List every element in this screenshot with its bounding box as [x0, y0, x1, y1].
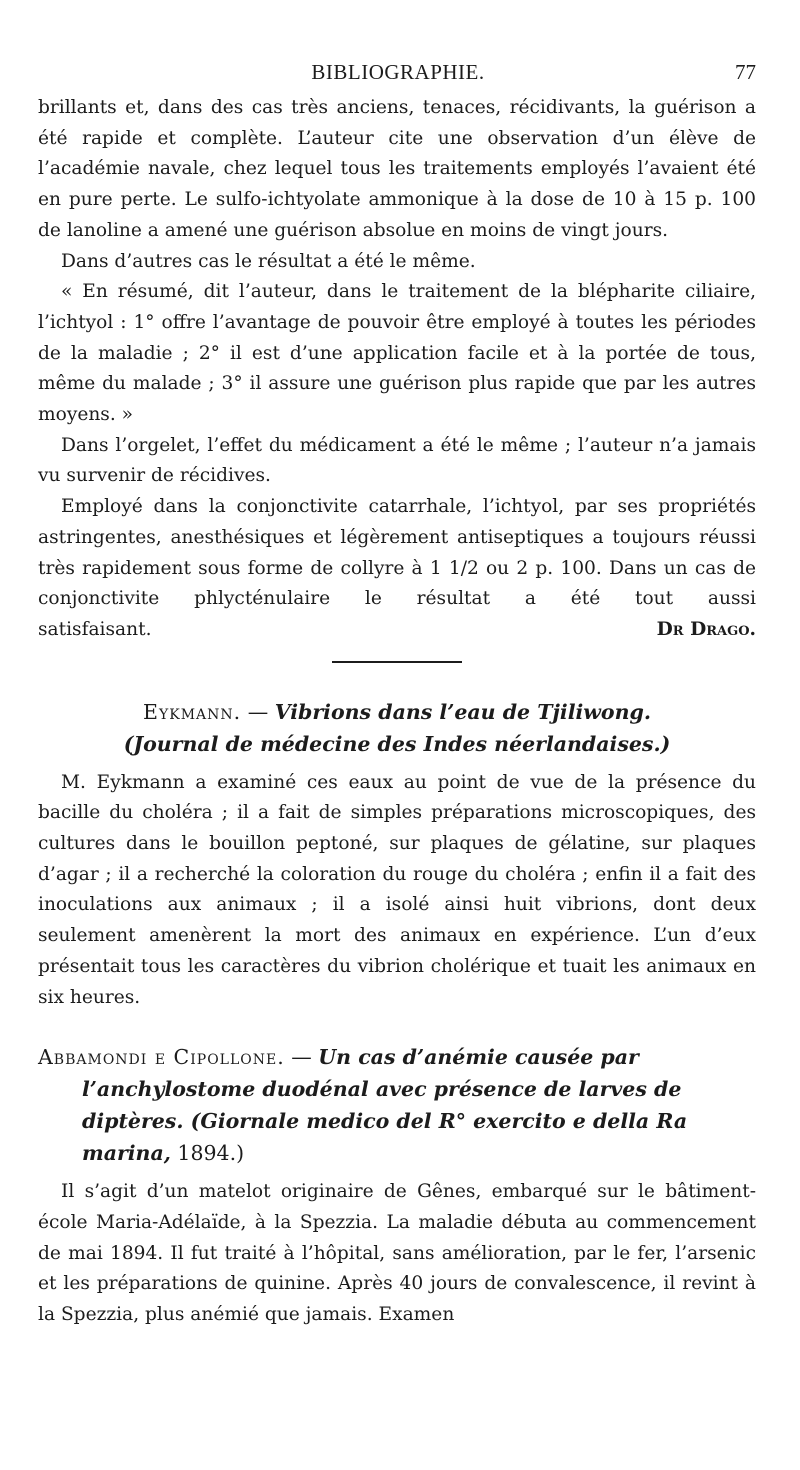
- page-number: 77: [735, 60, 756, 84]
- review-heading: [38, 696, 756, 728]
- journal-name: (Giornale medico del R° exercito e della Ra marina,: [82, 1109, 688, 1166]
- signature-line: [38, 615, 756, 646]
- heading-dash: —: [284, 1045, 319, 1070]
- journal-year: 1894.): [170, 1141, 245, 1166]
- review-title: Un cas d’anémie causée par l’anchylostome duodénal avec présence de larves de diptères.: [82, 1045, 682, 1134]
- review-body: Il s’agit d’un matelot originaire de Gênes, embarqué sur le bâtiment-école Maria-Adélaïde, à la Spezzia. La maladie débuta au commencement de mai 1894. Il fut traité à l’hôpital, sans amélioration, par le fer, l’arsenic et les préparations de quinine. Après 40 jours de convalescence, il revint à la Spezzia, plus anémié que jamais. Examen: [38, 1181, 756, 1326]
- signature: Dr Drago.: [656, 618, 756, 640]
- paragraph-end: satisfaisant.: [38, 618, 152, 640]
- journal-reference: [38, 728, 756, 760]
- review-title: Vibrions dans l’eau de Tjiliwong.: [274, 699, 651, 724]
- paragraph: Dans d’autres cas le résultat a été le même.: [61, 250, 476, 272]
- paragraph: Employé dans la conjonctivite catarrhale, l’ichtyol, par ses propriétés astringentes, anesthésiques et légèrement antiseptiques a toujours réussi très rapidement sous forme de collyre à 1 1/2 ou 2 p. 100. Dans un cas de conjonctivite phlycténulaire le résultat a été tout aussi: [38, 496, 756, 610]
- review-body: M. Eykmann a examiné ces eaux au point de vue de la présence du bacille du choléra ; il a fait de simples préparations microscopiques, des cultures dans le bouillon peptoné, sur plaques de gélatine, sur plaques d’agar ; il a recherché la coloration du rouge du choléra ; enfin il a fait des inoculations aux animaux ; il a isolé ainsi huit vibrions, dont deux seulement amenèrent la mort des animaux en expérience. L’un d’eux présentait tous les caractères du vibrion cholérique et tuait les animaux en six heures.: [38, 771, 756, 1008]
- journal-name: (Journal de médecine des Indes néerlandaises.): [123, 731, 671, 756]
- paragraph: Dans l’orgelet, l’effet du médicament a été le même ; l’auteur n’a jamais vu survenir de récidives.: [38, 434, 756, 487]
- paragraph-continuation: brillants et, dans des cas très anciens, tenaces, récidivants, la guérison a été rapide et complète. L’auteur cite une observation d’un élève de l’académie navale, chez lequel tous les traitements employés l’avaient été en pure perte. Le sulfo-ichtyolate ammonique à la dose de 10 à 15 p. 100 de lanoline a amené une guérison absolue en moins de vingt jours.: [38, 97, 756, 241]
- review-authors: Abbamondi e Cipollone.: [38, 1045, 285, 1070]
- running-title: BIBLIOGRAPHIE.: [311, 60, 485, 84]
- paragraph-quote: « En résumé, dit l’auteur, dans le traitement de la blépharite ciliaire, l’ichtyol : 1° offre l’avantage de pouvoir être employé à toutes les périodes de la maladie ; 2° il est d’une application facile et à la portée de tous, même du malade ; 3° il assure une guérison plus rapide que par les autres moyens. »: [38, 281, 756, 426]
- heading-dash: —: [241, 699, 275, 724]
- page-header: [40, 60, 756, 90]
- review-author: Eykmann.: [143, 699, 242, 724]
- review-heading: [38, 1041, 756, 1169]
- section-divider: [332, 661, 462, 663]
- page-content: [38, 93, 756, 1331]
